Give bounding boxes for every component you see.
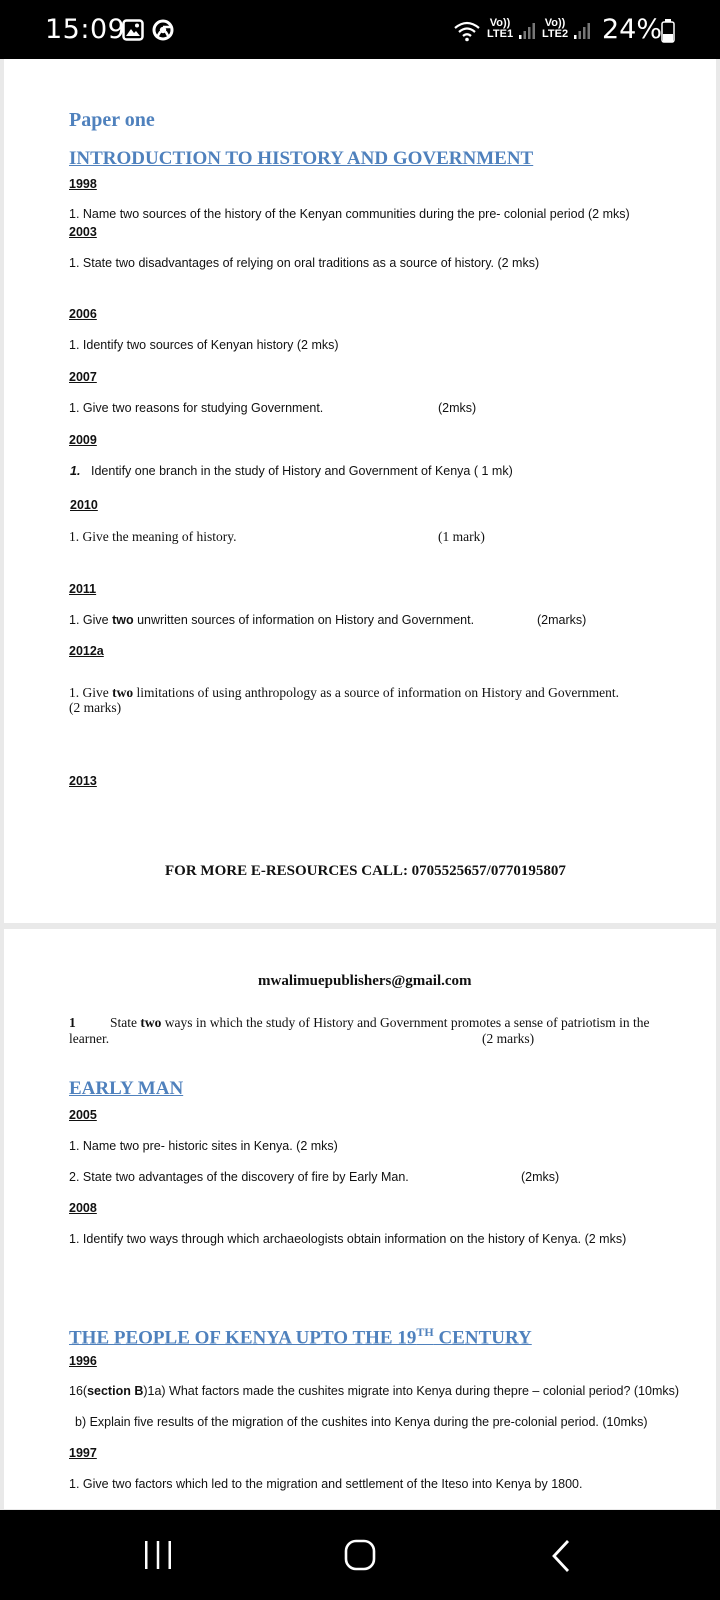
- question-2013-pre: State: [110, 1015, 141, 1030]
- people-heading-pre: THE PEOPLE OF KENYA UPTO THE 19: [69, 1327, 417, 1349]
- question-2013-marks: (2 marks): [482, 1031, 535, 1046]
- question-2013-1: [110, 1015, 650, 1031]
- network-lte1-volte: Vo)): [489, 17, 511, 29]
- question-2007-marks: (2mks): [438, 401, 477, 415]
- question-2011-1: [69, 613, 474, 627]
- question-2012a-1: [69, 685, 619, 701]
- question-2012a-marks: (2 marks): [69, 700, 122, 715]
- question-2012a-bold: two: [112, 685, 134, 700]
- question-1996-1b: b) Explain five results of the migration of the cushites into Kenya during the pre-colonial period. (10mks): [75, 1415, 648, 1429]
- question-2005-1: 1. Name two pre- historic sites in Kenya. (2 mks): [69, 1139, 338, 1153]
- people-heading-sup: TH: [416, 1325, 434, 1339]
- question-2010-marks: (1 mark): [438, 529, 485, 544]
- home-icon[interactable]: [343, 1538, 377, 1577]
- question-2005-2-marks: (2mks): [521, 1170, 560, 1184]
- year-2006: 2006: [69, 307, 97, 321]
- people-heading-post: CENTURY: [433, 1327, 532, 1349]
- back-icon[interactable]: [550, 1539, 572, 1578]
- question-2013-line2: learner.: [69, 1031, 110, 1046]
- question-2012a-post: limitations of using anthropology as a source of information on History and Government.: [133, 685, 620, 700]
- question-2010-1: [69, 529, 236, 545]
- question-1996-bold: section B: [87, 1384, 144, 1398]
- question-2005-2: 2. State two advantages of the discovery of fire by Early Man.: [69, 1170, 409, 1184]
- year-2009: 2009: [69, 433, 97, 447]
- year-2008: 2008: [69, 1201, 97, 1215]
- network-lte2: [542, 18, 568, 40]
- year-2003: 2003: [69, 225, 97, 239]
- year-1998: 1998: [69, 177, 97, 191]
- question-2011-marks: (2marks): [537, 613, 587, 627]
- question-1997-1: 1. Give two factors which led to the migration and settlement of the Iteso into Kenya by 1800.: [69, 1477, 583, 1491]
- network-lte1: [487, 18, 513, 40]
- question-1996-post: )1a) What factors made the cushites migrate into Kenya during thepre – colonial period? (10mks): [143, 1384, 680, 1398]
- question-2011-bold: two: [112, 613, 134, 627]
- page-footer: FOR MORE E-RESOURCES CALL: 0705525657/0770195807: [165, 863, 566, 879]
- signal-icon: [573, 22, 591, 45]
- network-lte2-volte: Vo)): [544, 17, 566, 29]
- year-2012a: 2012a: [69, 644, 104, 658]
- page-header-email: mwalimuepublishers@gmail.com: [258, 973, 472, 989]
- question-2013-post: ways in which the study of History and Government promotes a sense of patriotism in the: [161, 1015, 650, 1030]
- network-lte1-label: LTE1: [487, 28, 514, 40]
- document-page-2[interactable]: [4, 929, 716, 1509]
- recent-apps-icon[interactable]: [143, 1539, 173, 1576]
- wifi-icon: [453, 20, 481, 47]
- question-2012a-pre: 1. Give: [69, 685, 113, 700]
- paper-title: Paper one: [69, 109, 155, 131]
- year-2005: 2005: [69, 1108, 97, 1122]
- question-2013-number: 1: [69, 1015, 76, 1030]
- question-2007-1: 1. Give two reasons for studying Government.: [69, 401, 324, 415]
- year-2013: 2013: [69, 774, 97, 788]
- section-heading-early-man: EARLY MAN: [69, 1078, 184, 1099]
- battery-percent: 24%: [602, 14, 663, 45]
- question-2013-bold: two: [140, 1015, 162, 1030]
- question-2011-pre: 1. Give: [69, 613, 113, 627]
- section-heading-intro: INTRODUCTION TO HISTORY AND GOVERNMENT: [69, 148, 534, 169]
- gallery-icon: [122, 19, 144, 46]
- question-2008-1: 1. Identify two ways through which archaeologists obtain information on the history of Kenya. (2 mks): [69, 1232, 627, 1246]
- question-1996-pre: 16(: [69, 1384, 88, 1398]
- question-2011-post: unwritten sources of information on History and Government.: [133, 613, 475, 627]
- question-1998-1: 1. Name two sources of the history of the Kenyan communities during the pre- colonial period (2 mks): [69, 207, 630, 221]
- question-2006-1: 1. Identify two sources of Kenyan history (2 mks): [69, 338, 339, 352]
- network-lte2-label: LTE2: [542, 28, 569, 40]
- section-heading-people-of-kenya: [69, 1325, 532, 1349]
- battery-icon: [661, 19, 675, 48]
- question-2009-number: 1.: [70, 464, 81, 478]
- year-2007: 2007: [69, 370, 97, 384]
- clock: 15:09: [45, 14, 126, 45]
- chrome-icon: [152, 19, 174, 46]
- signal-icon: [518, 22, 536, 45]
- year-1997: 1997: [69, 1446, 97, 1460]
- question-2003-1: 1. State two disadvantages of relying on oral traditions as a source of history. (2 mks): [69, 256, 540, 270]
- question-2010-text: 1. Give the meaning of history.: [69, 529, 237, 544]
- question-1996-1a: [69, 1384, 679, 1398]
- navigation-bar: [0, 1510, 720, 1600]
- year-2010: 2010: [70, 498, 98, 512]
- question-2009-1: Identify one branch in the study of History and Government of Kenya ( 1 mk): [91, 464, 513, 478]
- year-1996: 1996: [69, 1354, 97, 1368]
- document-page-1[interactable]: [4, 59, 716, 923]
- year-2011: 2011: [69, 582, 97, 596]
- status-bar: [0, 0, 720, 59]
